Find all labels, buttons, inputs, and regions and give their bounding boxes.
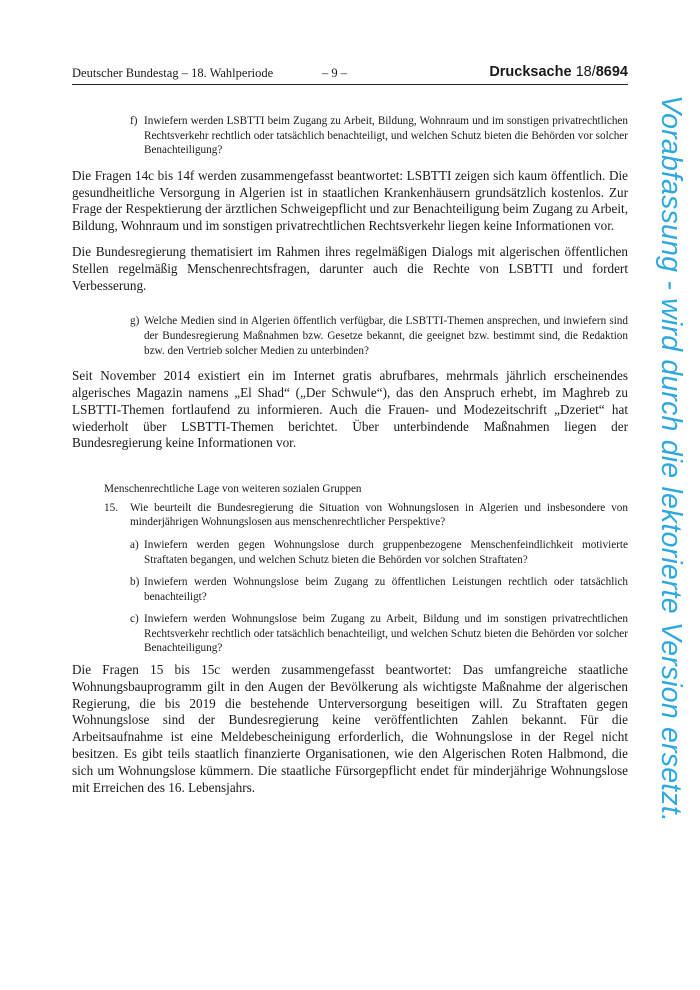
header-page-number: – 9 – — [322, 66, 347, 80]
question-text: Inwiefern werden Wohnungslose beim Zugang zu öffentlichen Leistungen rechtlich oder tatsächlich benachteiligt? — [144, 576, 628, 603]
page-header — [72, 66, 628, 84]
question-15b — [130, 575, 628, 604]
header-parliament: Deutscher Bundestag – 18. Wahlperiode — [72, 66, 274, 80]
question-label: a) — [130, 538, 139, 551]
draft-watermark — [655, 95, 687, 895]
answer-15: Die Fragen 15 bis 15c werden zusammengefasst beantwortet: Das umfangreiche staatliche Wohnungsbauprogramm gilt in den Augen der Bevölkerung als wichtigste Maßnahme der algerischen Regierung, die bis 2019 die bestehende Unterversorgung beseitigen will. Zu Straftaten gegen Wohnungslose sind der Bundesregierung keine veröffentlichten Zahlen bekannt. Für die Arbeitsaufnahme ist eine Meldebescheinigung erforderlich, die Wohnungslose in der Regel nicht besitzen. Es gibt teils staatlich finanzierte Organisationen, wie den Algerischen Roten Halbmond, die sich um Wohnungslose kümmern. Die staatliche Fürsorgepflicht endet für minderjährige Wohnungslose mit Erreichen des 16. Lebensjahrs. — [72, 662, 628, 795]
watermark-text: Vorabfassung - wird durch die lektorierte Version ersetzt. — [655, 95, 687, 823]
question-15 — [104, 501, 628, 530]
question-14g — [130, 314, 628, 358]
question-label: 15. — [104, 501, 118, 514]
question-text: Wie beurteilt die Bundesregierung die Situation von Wohnungslosen in Algerien und insbesondere von minderjährigen Wohnungslosen aus menschenrechtlicher Perspektive? — [130, 501, 628, 529]
question-text: Welche Medien sind in Algerien öffentlich verfügbar, die LSBTTI-Themen ansprechen, und inwiefern sind der Bundesregierung Maßnahmen bzw. Gesetze bekannt, die geeignet bzw. bestimmt sind, die Redaktion bzw. den Vertrieb solcher Medien zu unterbinden? — [144, 315, 628, 357]
question-15a — [130, 538, 628, 567]
question-label: g) — [130, 315, 140, 328]
question-label: b) — [130, 576, 140, 589]
header-doc-session: 18/ — [575, 64, 596, 80]
question-label: f) — [130, 115, 138, 127]
question-15c — [130, 612, 628, 656]
question-text: Inwiefern werden LSBTTI beim Zugang zu Arbeit, Bildung, Wohnraum und im sonstigen privatrechtlichen Rechtsverkehr rechtlich oder tatsächlich benachteiligt, und welchen Schutz bieten die Behörden vor solcher Benachteiligung? — [144, 115, 628, 157]
answer-14c-14f: Die Fragen 14c bis 14f werden zusammengefasst beantwortet: LSBTTI zeigen sich kaum öffentlich. Die gesundheitliche Versorgung in Algerien ist in staatlichen Krankenhäusern grundsätzlich kostenlos. Zur Frage der Respektierung der ärztlichen Schweigepflicht und zur Benachteiligung beim Zugang zu Arbeit, Bildung, Wohnraum und im sonstigen privatrechtlichen Rechtsverkehr liegen keine Informationen vor. — [72, 167, 628, 234]
question-text: Inwiefern werden Wohnungslose beim Zugang zu Arbeit, Bildung und im sonstigen privatrechtlichen Rechtsverkehr rechtlich oder tatsächlich benachteiligt, und welchen Schutz bieten die Behörden vor solcher Benachteiligung? — [144, 613, 628, 655]
question-text: Inwiefern werden gegen Wohnungslose durch gruppenbezogene Menschenfeindlichkeit motivierte Straftaten begangen, und welchen Schutz bieten die Behörden vor solchen Straftaten? — [144, 538, 628, 566]
answer-14g: Seit November 2014 existiert ein im Internet gratis abrufbares, mehrmals jährlich erscheinendes algerisches Magazin namens „El Shad“ („Der Schwule“), das den Anspruch erhebt, im Maghreb zu LSBTTI-Themen fortlaufend zu informieren. Auch die Frauen- und Modezeitschrift „Dzeriet“ hat wiederholt über LSBTTI-Themen berichtet. Über unterbindende Maßnahmen liegen der Bundesregierung keine Informationen vor. — [72, 368, 628, 451]
question-14f — [130, 114, 628, 158]
question-label: c) — [130, 613, 139, 626]
answer-dialog: Die Bundesregierung thematisiert im Rahmen ihres regelmäßigen Dialogs mit algerischen öffentlichen Stellen regelmäßig Menschenrechtsfragen, darunter auch die Rechte von LSBTTI und fordert Verbesserung. — [72, 243, 628, 293]
header-doc-label: Drucksache — [489, 64, 572, 80]
document-body — [72, 114, 628, 796]
section-heading: Menschenrechtliche Lage von weiteren sozialen Gruppen — [104, 483, 362, 496]
header-rule — [72, 84, 628, 85]
header-doc-number: 8694 — [595, 64, 628, 80]
header-document-id — [489, 64, 628, 80]
